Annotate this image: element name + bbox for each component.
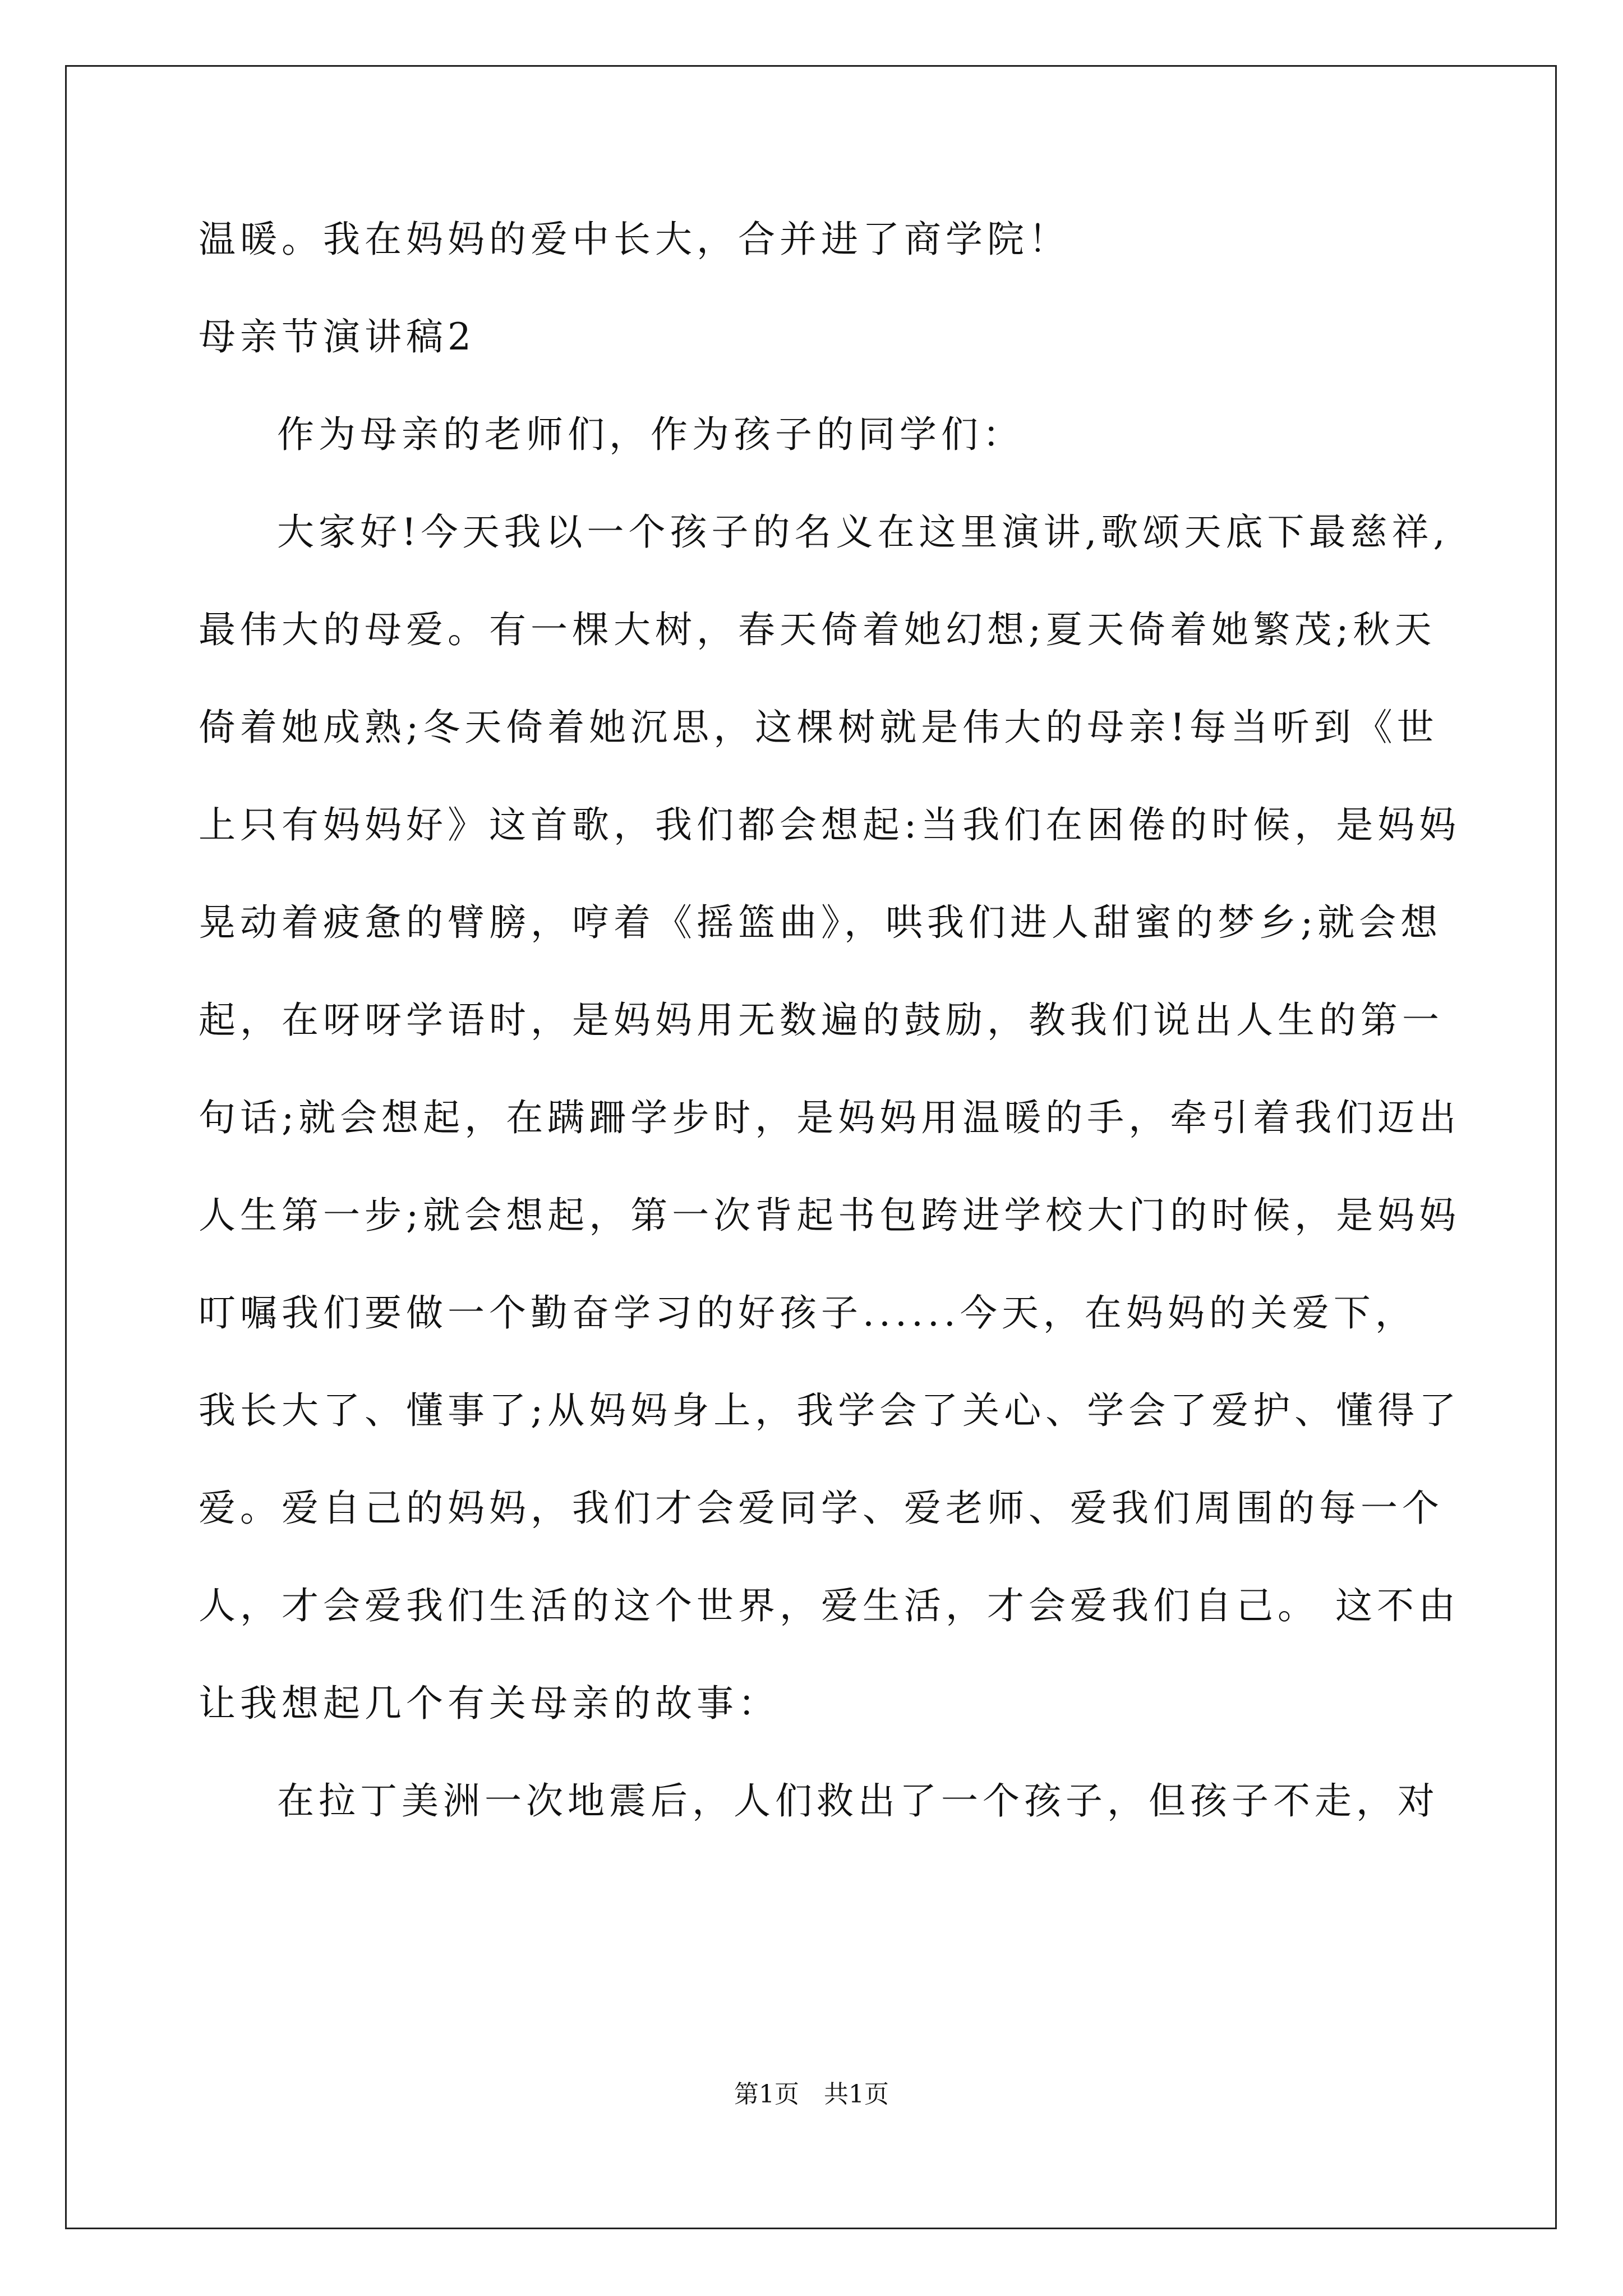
- section-heading: 母亲节演讲稿2: [199, 315, 476, 358]
- paragraph-line: 爱。爱自己的妈妈，我们才会爱同学、爱老师、爱我们周围的每一个: [199, 1487, 1444, 1530]
- paragraph-line: 让我想起几个有关母亲的故事：: [199, 1682, 780, 1725]
- paragraph-line: 叮嘱我们要做一个勤奋学习的好孩子......今天，在妈妈的关爱下，: [199, 1291, 1417, 1335]
- paragraph-line: 晃动着疲惫的臂膀，哼着《摇篮曲》，哄我们进人甜蜜的梦乡;就会想: [199, 901, 1442, 944]
- paragraph-line: 我长大了、懂事了;从妈妈身上，我学会了关心、学会了爱护、懂得了: [199, 1389, 1461, 1432]
- paragraph-line: 人生第一步;就会想起，第一次背起书包跨进学校大门的时候，是妈妈: [199, 1194, 1461, 1237]
- paragraph-line: 上只有妈妈好》这首歌，我们都会想起:当我们在困倦的时候，是妈妈: [199, 803, 1461, 846]
- page-footer: 第1页 共1页: [734, 2080, 889, 2109]
- paragraph-line: 人，才会爱我们生活的这个世界，爱生活，才会爱我们自己。 这不由: [199, 1584, 1460, 1627]
- paragraph-line: 起，在呀呀学语时，是妈妈用无数遍的鼓励，教我们说出人生的第一: [199, 999, 1444, 1042]
- paragraph-line: 大家好!今天我以一个孩子的名义在这里演讲,歌颂天底下最慈祥,: [277, 510, 1450, 554]
- paragraph-line: 在拉丁美洲一次地震后，人们救出了一个孩子，但孩子不走，对: [277, 1779, 1439, 1823]
- paragraph-line: 最伟大的母爱。有一棵大树，春天倚着她幻想;夏天倚着她繁茂;秋天: [199, 608, 1436, 651]
- text-line: 温暖。我在妈妈的爱中长大，合并进了商学院！: [199, 218, 1070, 261]
- document-body: [199, 213, 1461, 1828]
- salutation: 作为母亲的老师们，作为孩子的同学们：: [277, 413, 1024, 456]
- paragraph-line: 倚着她成熟;冬天倚着她沉思，这棵树就是伟大的母亲!每当听到《世: [199, 706, 1438, 749]
- paragraph-line: 句话;就会想起，在蹒跚学步时，是妈妈用温暖的手，牵引着我们迈出: [199, 1096, 1461, 1139]
